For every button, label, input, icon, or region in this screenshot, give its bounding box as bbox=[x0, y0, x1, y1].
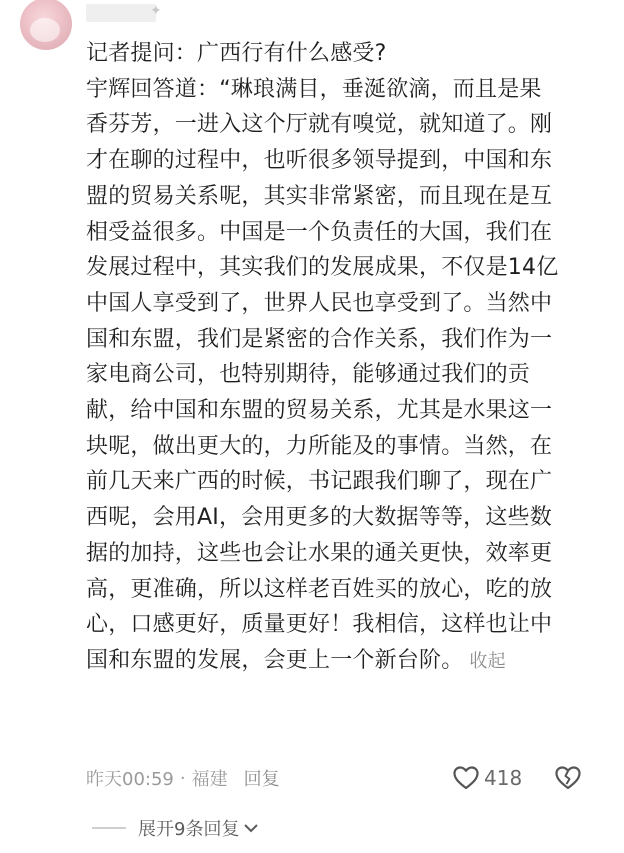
comment-line: 前几天来广西的时候，书记跟我们聊了，现在广 bbox=[86, 469, 553, 495]
comment-line: 心，口感更好，质量更好！我相信，这样也让中 bbox=[86, 612, 553, 638]
comment-line: 据的加持，这些也会让水果的通关更快，效率更 bbox=[86, 540, 553, 566]
dislike-button[interactable] bbox=[554, 765, 582, 795]
comment-body bbox=[86, 36, 606, 680]
like-button[interactable] bbox=[452, 764, 522, 792]
heart-outline-icon bbox=[452, 765, 480, 791]
comment-line: 相受益很多。中国是一个负责任的大国，我们在 bbox=[86, 219, 553, 245]
broken-heart-icon bbox=[554, 765, 582, 791]
timestamp: 昨天00:59 bbox=[86, 769, 174, 790]
expand-divider bbox=[92, 827, 126, 829]
comment-line: 献，给中国和东盟的贸易关系，尤其是水果这一 bbox=[86, 398, 553, 424]
comment-line: 香芬芳，一进入这个厅就有嗅觉，就知道了。刚 bbox=[86, 112, 553, 138]
comment-line-text: 国和东盟的发展，会更上一个新台阶。 bbox=[86, 647, 464, 673]
comment-line: 才在聊的过程中，也听很多领导提到，中国和东 bbox=[86, 148, 553, 174]
meta-separator: · bbox=[179, 767, 186, 789]
comment-line: 家电商公司，也特别期待，能够通过我们的贡 bbox=[86, 362, 531, 388]
location: 福建 bbox=[191, 769, 228, 790]
comment-meta bbox=[86, 764, 280, 792]
comment-line: 块呢，做出更大的，力所能及的事情。当然，在 bbox=[86, 433, 553, 459]
comment-line: 国和东盟，我们是紧密的合作关系，我们作为一 bbox=[86, 326, 553, 352]
comment-line: 中国人享受到了，世界人民也享受到了。当然中 bbox=[86, 290, 553, 316]
comment-line-last bbox=[86, 643, 606, 680]
expand-replies-button[interactable] bbox=[92, 814, 259, 842]
user-badge-icon: ✦ bbox=[150, 3, 162, 19]
comment-line: 盟的贸易关系呢，其实非常紧密，而且现在是互 bbox=[86, 183, 553, 209]
like-count: 418 bbox=[484, 766, 523, 790]
comment-line: 记者提问：广西行有什么感受? bbox=[86, 41, 387, 66]
comment-line: 西呢，会用AI，会用更多的大数据等等，这些数 bbox=[86, 505, 552, 531]
username-blurred[interactable] bbox=[86, 4, 156, 22]
chevron-down-icon bbox=[243, 822, 259, 834]
comment-line: 发展过程中，其实我们的发展成果，不仅是14亿 bbox=[86, 255, 559, 281]
avatar[interactable] bbox=[20, 0, 72, 50]
reply-button[interactable]: 回复 bbox=[243, 769, 280, 790]
collapse-link[interactable]: 收起 bbox=[469, 650, 506, 672]
expand-label: 展开9条回复 bbox=[138, 819, 240, 840]
comment-line: 宇辉回答道：“琳琅满目，垂涎欲滴，而且是果 bbox=[86, 76, 542, 102]
comment-line: 高，更准确，所以这样老百姓买的放心，吃的放 bbox=[86, 576, 553, 602]
